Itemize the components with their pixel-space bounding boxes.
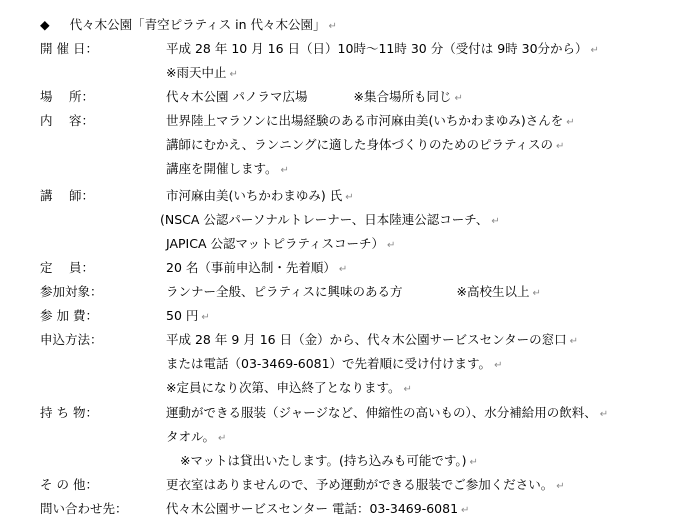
paragraph-mark-icon: ↵	[218, 433, 227, 444]
paragraph-mark-icon: ↵	[387, 240, 396, 251]
belongings-line-2: タオル。	[166, 429, 216, 444]
paragraph-mark-icon: ↵	[491, 216, 500, 227]
fee-label: 参 加 費：	[40, 308, 98, 323]
paragraph-mark-icon: ↵	[280, 165, 289, 176]
instructor-name: 市河麻由美(いちかわまゆみ) 氏	[166, 188, 343, 203]
content-label: 内 容：	[40, 113, 94, 128]
apply-label: 申込方法：	[40, 332, 103, 347]
belongings-label: 持 ち 物：	[40, 405, 98, 420]
paragraph-mark-icon: ↵	[229, 69, 238, 80]
row-content	[0, 113, 683, 129]
event-title: 代々木公園「青空ピラティス in 代々木公園」	[69, 17, 326, 32]
content-line-2: 講師にむかえ、ランニングに適した身体づくりのためのピラティスの	[166, 137, 554, 152]
belongings-line-3: ※マットは貸出いたします。(持ち込みも可能です。)	[180, 453, 467, 468]
capacity-label: 定 員：	[40, 260, 94, 275]
row-instructor-2	[0, 212, 683, 228]
other-value: 更衣室はありませんので、予め運動ができる服装でご参加ください。	[166, 477, 554, 492]
paragraph-mark-icon: ↵	[556, 481, 565, 492]
fee-value: 50 円	[166, 308, 199, 323]
date-value: 平成 28 年 10 月 16 日（日）10時～11時 30 分（受付は 9時 30分から）	[166, 41, 588, 56]
paragraph-mark-icon: ↵	[338, 264, 348, 275]
instructor-credential-2: JAPICA 公認マットピラティスコーチ）	[166, 236, 384, 251]
contact-label: 問い合わせ先：	[40, 501, 128, 516]
apply-line-3: ※定員になり次第、申込終了となります。	[166, 380, 401, 395]
row-apply	[0, 332, 683, 348]
paragraph-mark-icon: ↵	[403, 384, 412, 395]
date-label: 開 催 日：	[40, 41, 98, 56]
paragraph-mark-icon: ↵	[532, 288, 541, 299]
paragraph-mark-icon: ↵	[328, 21, 337, 32]
eligibility-value: ランナー全般、ピラティスに興味のある方	[166, 284, 403, 299]
row-date-note	[0, 65, 683, 81]
eligibility-note: ※高校生以上	[456, 284, 530, 299]
capacity-value: 20 名（事前申込制・先着順）	[166, 260, 336, 275]
content-line-3: 講座を開催します。	[166, 161, 278, 176]
row-capacity	[0, 260, 683, 276]
content-line-1: 世界陸上マラソンに出場経験のある市河麻由美(いちかわまゆみ)さんを	[166, 113, 564, 128]
paragraph-mark-icon: ↵	[345, 192, 354, 203]
instructor-label: 講 師：	[40, 188, 94, 203]
belongings-line-1: 運動ができる服装（ジャージなど、伸縮性の高いもの）、水分補給用の飲料、	[166, 405, 597, 420]
row-apply-2	[0, 356, 683, 372]
row-eligibility	[0, 284, 683, 300]
paragraph-mark-icon: ↵	[556, 141, 565, 152]
apply-line-2: または電話（03-3469-6081）で先着順に受け付けます。	[166, 356, 492, 371]
row-belongings-3	[0, 453, 683, 469]
row-apply-3	[0, 380, 683, 396]
row-other	[0, 477, 683, 493]
paragraph-mark-icon: ↵	[569, 336, 578, 347]
place-note: ※集合場所も同じ	[353, 89, 452, 104]
paragraph-mark-icon: ↵	[461, 505, 470, 516]
instructor-credential-1: (NSCA 公認パーソナルトレーナー、日本陸連公認コーチ、	[160, 212, 489, 227]
place-label: 場 所：	[40, 89, 94, 104]
row-belongings	[0, 405, 683, 421]
row-belongings-2	[0, 429, 683, 445]
other-label: そ の 他：	[40, 477, 98, 492]
rain-note: ※雨天中止	[166, 65, 227, 80]
event-title-line	[40, 17, 337, 33]
apply-line-1: 平成 28 年 9 月 16 日（金）から、代々木公園サービスセンターの窓口	[166, 332, 567, 347]
contact-value: 代々木公園サービスセンター 電話：03-3469-6081	[166, 501, 459, 516]
row-date	[0, 41, 683, 57]
eligibility-label: 参加対象：	[40, 284, 103, 299]
paragraph-mark-icon: ↵	[599, 409, 609, 420]
place-value: 代々木公園 パノラマ広場	[166, 89, 308, 104]
row-contact	[0, 501, 683, 517]
row-fee	[0, 308, 683, 324]
paragraph-mark-icon: ↵	[469, 457, 478, 468]
diamond-bullet-icon: ◆	[40, 17, 50, 32]
paragraph-mark-icon: ↵	[590, 45, 599, 56]
row-instructor	[0, 188, 683, 204]
row-instructor-3	[0, 236, 683, 252]
row-place	[0, 89, 683, 105]
paragraph-mark-icon: ↵	[201, 312, 210, 323]
paragraph-mark-icon: ↵	[566, 117, 575, 128]
row-content-3	[0, 161, 683, 177]
paragraph-mark-icon: ↵	[454, 93, 463, 104]
row-content-2	[0, 137, 683, 153]
paragraph-mark-icon: ↵	[494, 360, 503, 371]
